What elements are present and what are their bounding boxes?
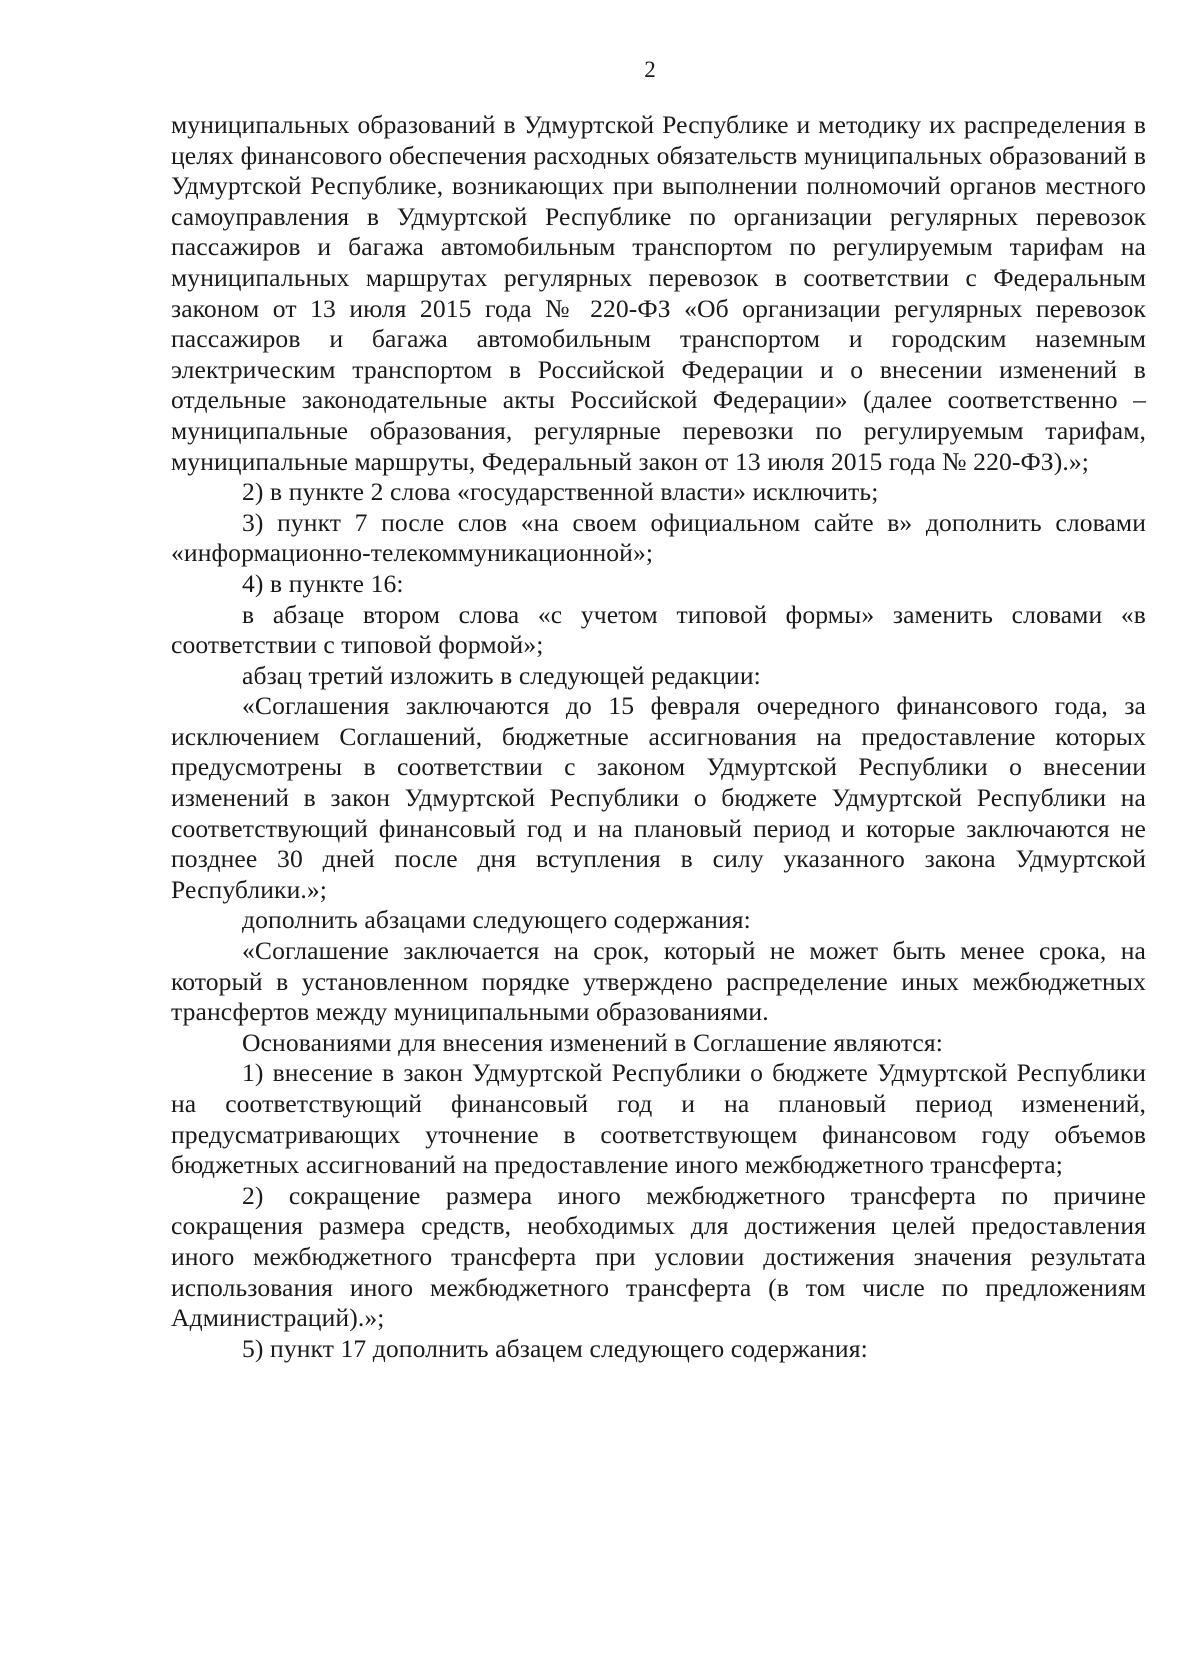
document-body bbox=[171, 110, 1146, 1364]
paragraph: Основаниями для внесения изменений в Соглашение являются: bbox=[242, 1027, 943, 1057]
paragraph: 2) в пункте 2 слова «государственной власти» исключить; bbox=[242, 477, 879, 507]
paragraph: дополнить абзацами следующего содержания: bbox=[242, 905, 751, 935]
paragraph: муниципальных образований в Удмуртской Республике и методику их распределения в целях финансового обеспечения расходных обязательств муниципальных образований в Удмуртской Республике, возникающих при выполнении полномочий органов местного самоуправления в Удмуртской Республике по организации регулярных перевозок пассажиров и багажа автомобильным транспортом по регулируемым тарифам на муниципальных маршрутах регулярных перевозок в соответствии с Федеральным законом от 13 июля 2015 года № 220-ФЗ «Об организации регулярных перевозок пассажиров и багажа автомобильным транспортом и городским наземным электрическим транспортом в Российской Федерации и о внесении изменений в отдельные законодательные акты Российской Федерации» (далее соответственно – муниципальные образования, регулярные перевозки по регулируемым тарифам, муниципальные маршруты, Федеральный закон от 13 июля 2015 года № 220-ФЗ).»; bbox=[171, 110, 1146, 476]
paragraph: в абзаце втором слова «с учетом типовой формы» заменить словами «в соответствии с типовой формой»; bbox=[171, 599, 1146, 660]
page-number: 2 bbox=[644, 57, 656, 82]
paragraph: «Соглашения заключаются до 15 февраля очередного финансового года, за исключением Соглашений, бюджетные ассигнования на предоставление которых предусмотрены в соответствии с законом Удмуртской Республики о внесении изменений в закон Удмуртской Республики о бюджете Удмуртской Республики на соответствующий финансовый год и на плановый период и которые заключаются не позднее 30 дней после дня вступления в силу указанного закона Удмуртской Республики.»; bbox=[171, 691, 1146, 904]
paragraph: 4) в пункте 16: bbox=[242, 568, 404, 598]
paragraph: 2) сокращение размера иного межбюджетного трансферта по причине сокращения размера средств, необходимых для достижения целей предоставления иного межбюджетного трансферта при условии достижения значения результата использования иного межбюджетного трансферта (в том числе по предложениям Администраций).»; bbox=[171, 1180, 1146, 1333]
paragraph: «Соглашение заключается на срок, который не может быть менее срока, на который в установленном порядке утверждено распределение иных межбюджетных трансфертов между муниципальными образованиями. bbox=[171, 936, 1146, 1027]
paragraph: абзац третий изложить в следующей редакции: bbox=[242, 660, 761, 690]
paragraph: 3) пункт 7 после слов «на своем официальном сайте в» дополнить словами «информационно-телекоммуникационной»; bbox=[171, 507, 1146, 568]
paragraph: 1) внесение в закон Удмуртской Республики о бюджете Удмуртской Республики на соответствующий финансовый год и на плановый период изменений, предусматривающих уточнение в соответствующем финансовом году объемов бюджетных ассигнований на предоставление иного межбюджетного трансферта; bbox=[171, 1058, 1146, 1180]
paragraph: 5) пункт 17 дополнить абзацем следующего содержания: bbox=[242, 1333, 868, 1363]
